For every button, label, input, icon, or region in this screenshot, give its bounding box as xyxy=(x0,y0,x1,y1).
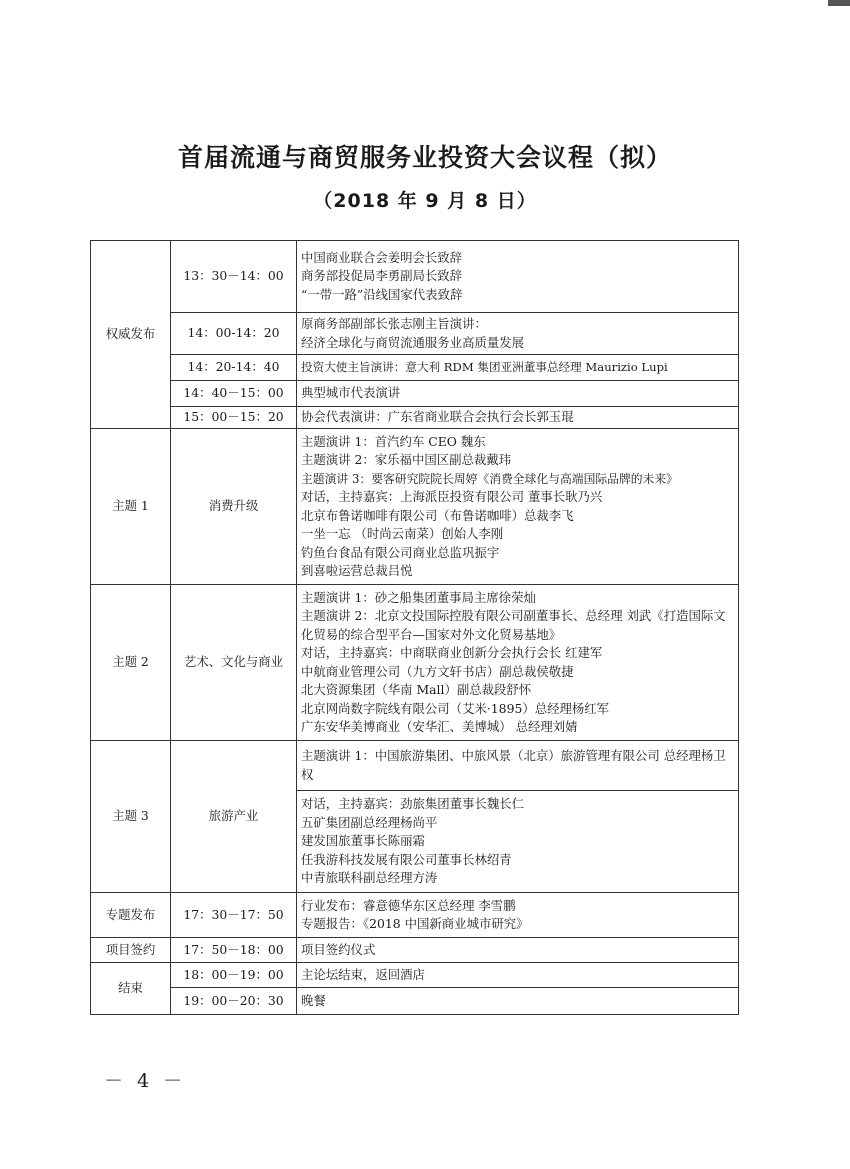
corner-mark xyxy=(828,0,850,6)
agenda-line: 钓鱼台食品有限公司商业总监巩振宇 xyxy=(301,544,500,560)
agenda-line: 到喜啦运营总裁吕悦 xyxy=(301,563,413,578)
agenda-line: 主题演讲 1：中国旅游集团、中旅风景（北京）旅游管理有限公司 总经理杨卫权 xyxy=(301,748,726,782)
table-row xyxy=(91,355,739,381)
theme-1-topic: 消费升级 xyxy=(171,429,297,585)
agenda-line: 中国商业联合会姜明会长致辞 xyxy=(301,249,463,265)
agenda-line: 行业发布：睿意德华东区总经理 李雪鹏 xyxy=(301,897,516,913)
content-cell xyxy=(297,741,739,791)
agenda-line: 主题演讲 3：要客研究院院长周婷《消费全球化与高端国际品牌的未来》 xyxy=(301,471,678,486)
table-row xyxy=(91,381,739,407)
agenda-line: 主题演讲 1：砂之船集团董事局主席徐荣灿 xyxy=(301,589,536,605)
agenda-line: 商务部投促局李勇副局长致辞 xyxy=(301,268,463,284)
agenda-line: 原商务部副部长张志刚主旨演讲： xyxy=(301,316,487,331)
agenda-line: 五矿集团副总经理杨尚平 xyxy=(301,814,438,830)
theme-3-topic: 旅游产业 xyxy=(171,741,297,893)
content-cell: 晚餐 xyxy=(297,988,739,1015)
time-cell: 14：00-14：20 xyxy=(171,313,297,355)
agenda-line: 主题演讲 1：首汽约车 CEO 魏东 xyxy=(301,433,486,449)
section-signing: 项目签约 xyxy=(91,938,171,963)
agenda-line: 一坐一忘 （时尚云南菜）创始人李刚 xyxy=(301,526,504,541)
content-cell xyxy=(297,791,739,893)
table-row xyxy=(91,585,739,741)
content-cell xyxy=(297,241,739,313)
document-date: （2018 年 9 月 8 日） xyxy=(313,190,537,212)
agenda-line: 典型城市代表演讲 xyxy=(301,385,401,401)
time-cell: 18：00－19：00 xyxy=(171,963,297,988)
table-row xyxy=(91,988,739,1015)
time-cell: 17：30－17：50 xyxy=(171,893,297,938)
content-cell xyxy=(297,585,739,741)
time-cell: 17：50－18：00 xyxy=(171,938,297,963)
time-cell: 15：00－15：20 xyxy=(171,407,297,429)
theme-2-topic: 艺术、文化与商业 xyxy=(171,585,297,741)
time-cell: 14：40－15：00 xyxy=(171,381,297,407)
agenda-line: 投资大使主旨演讲：意大利 RDM 集团亚洲董事总经理 Maurizio Lupi xyxy=(301,360,668,375)
agenda-line: 北大资源集团（华南 Mall）副总裁段舒怀 xyxy=(301,682,532,697)
content-cell: 项目签约仪式 xyxy=(297,938,739,963)
content-cell xyxy=(297,381,739,407)
content-cell: 主论坛结束，返回酒店 xyxy=(297,963,739,988)
content-cell xyxy=(297,313,739,355)
time-cell: 14：20-14：40 xyxy=(171,355,297,381)
agenda-table xyxy=(90,240,739,1015)
content-cell xyxy=(297,893,739,938)
agenda-line: 北京布鲁诺咖啡有限公司（布鲁诺咖啡）总裁李飞 xyxy=(301,507,574,523)
agenda-line: 中青旅联科副总经理方涛 xyxy=(301,870,438,886)
table-row xyxy=(91,313,739,355)
table-row xyxy=(91,938,739,963)
section-authority: 权威发布 xyxy=(91,241,171,429)
agenda-line: 主题演讲 2：家乐福中国区副总裁戴玮 xyxy=(301,452,512,467)
agenda-line: 对话，主持嘉宾：中商联商业创新分会执行会长 红建军 xyxy=(301,645,603,660)
agenda-line: “一带一路”沿线国家代表致辞 xyxy=(301,286,463,302)
agenda-line: 专题报告：《2018 中国新商业城市研究》 xyxy=(301,916,529,931)
document-title: 首届流通与商贸服务业投资大会议程（拟） xyxy=(177,143,672,172)
table-row xyxy=(91,241,739,313)
content-cell xyxy=(297,407,739,429)
agenda-line: 任我游科技发展有限公司董事长林绍青 xyxy=(301,851,512,867)
agenda-line: 北京网尚数字院线有限公司（艾米·1895）总经理杨红军 xyxy=(301,700,610,716)
time-cell: 13：30－14：00 xyxy=(171,241,297,313)
page-number: － 4 － xyxy=(104,1070,187,1092)
section-theme-2: 主题 2 xyxy=(91,585,171,741)
agenda-line: 对话，主持嘉宾：劲旅集团董事长魏长仁 xyxy=(301,796,525,812)
agenda-line: 对话，主持嘉宾：上海派臣投资有限公司 董事长耿乃兴 xyxy=(301,489,603,504)
table-row xyxy=(91,741,739,791)
agenda-line: 主题演讲 2：北京文投国际控股有限公司副董事长、总经理 刘武《打造国际文化贸易的综合型平台—国家对外文化贸易基地》 xyxy=(301,608,726,642)
table-row xyxy=(91,429,739,585)
content-cell xyxy=(297,355,739,381)
section-theme-3: 主题 3 xyxy=(91,741,171,893)
agenda-line: 中航商业管理公司（九方文轩书店）副总裁侯敬捷 xyxy=(301,663,574,679)
section-special: 专题发布 xyxy=(91,893,171,938)
agenda-line: 协会代表演讲：广东省商业联合会执行会长郭玉琨 xyxy=(301,409,574,425)
agenda-line: 建发国旅董事长陈丽霜 xyxy=(301,833,425,849)
agenda-line: 经济全球化与商贸流通服务业高质量发展 xyxy=(301,334,525,350)
content-cell xyxy=(297,429,739,585)
agenda-line: 广东安华美博商业（安华汇、美博城） 总经理刘婧 xyxy=(301,719,578,734)
section-theme-1: 主题 1 xyxy=(91,429,171,585)
table-row xyxy=(91,407,739,429)
table-row xyxy=(91,893,739,938)
section-closing: 结束 xyxy=(91,963,171,1015)
table-row xyxy=(91,963,739,988)
time-cell: 19：00－20：30 xyxy=(171,988,297,1015)
